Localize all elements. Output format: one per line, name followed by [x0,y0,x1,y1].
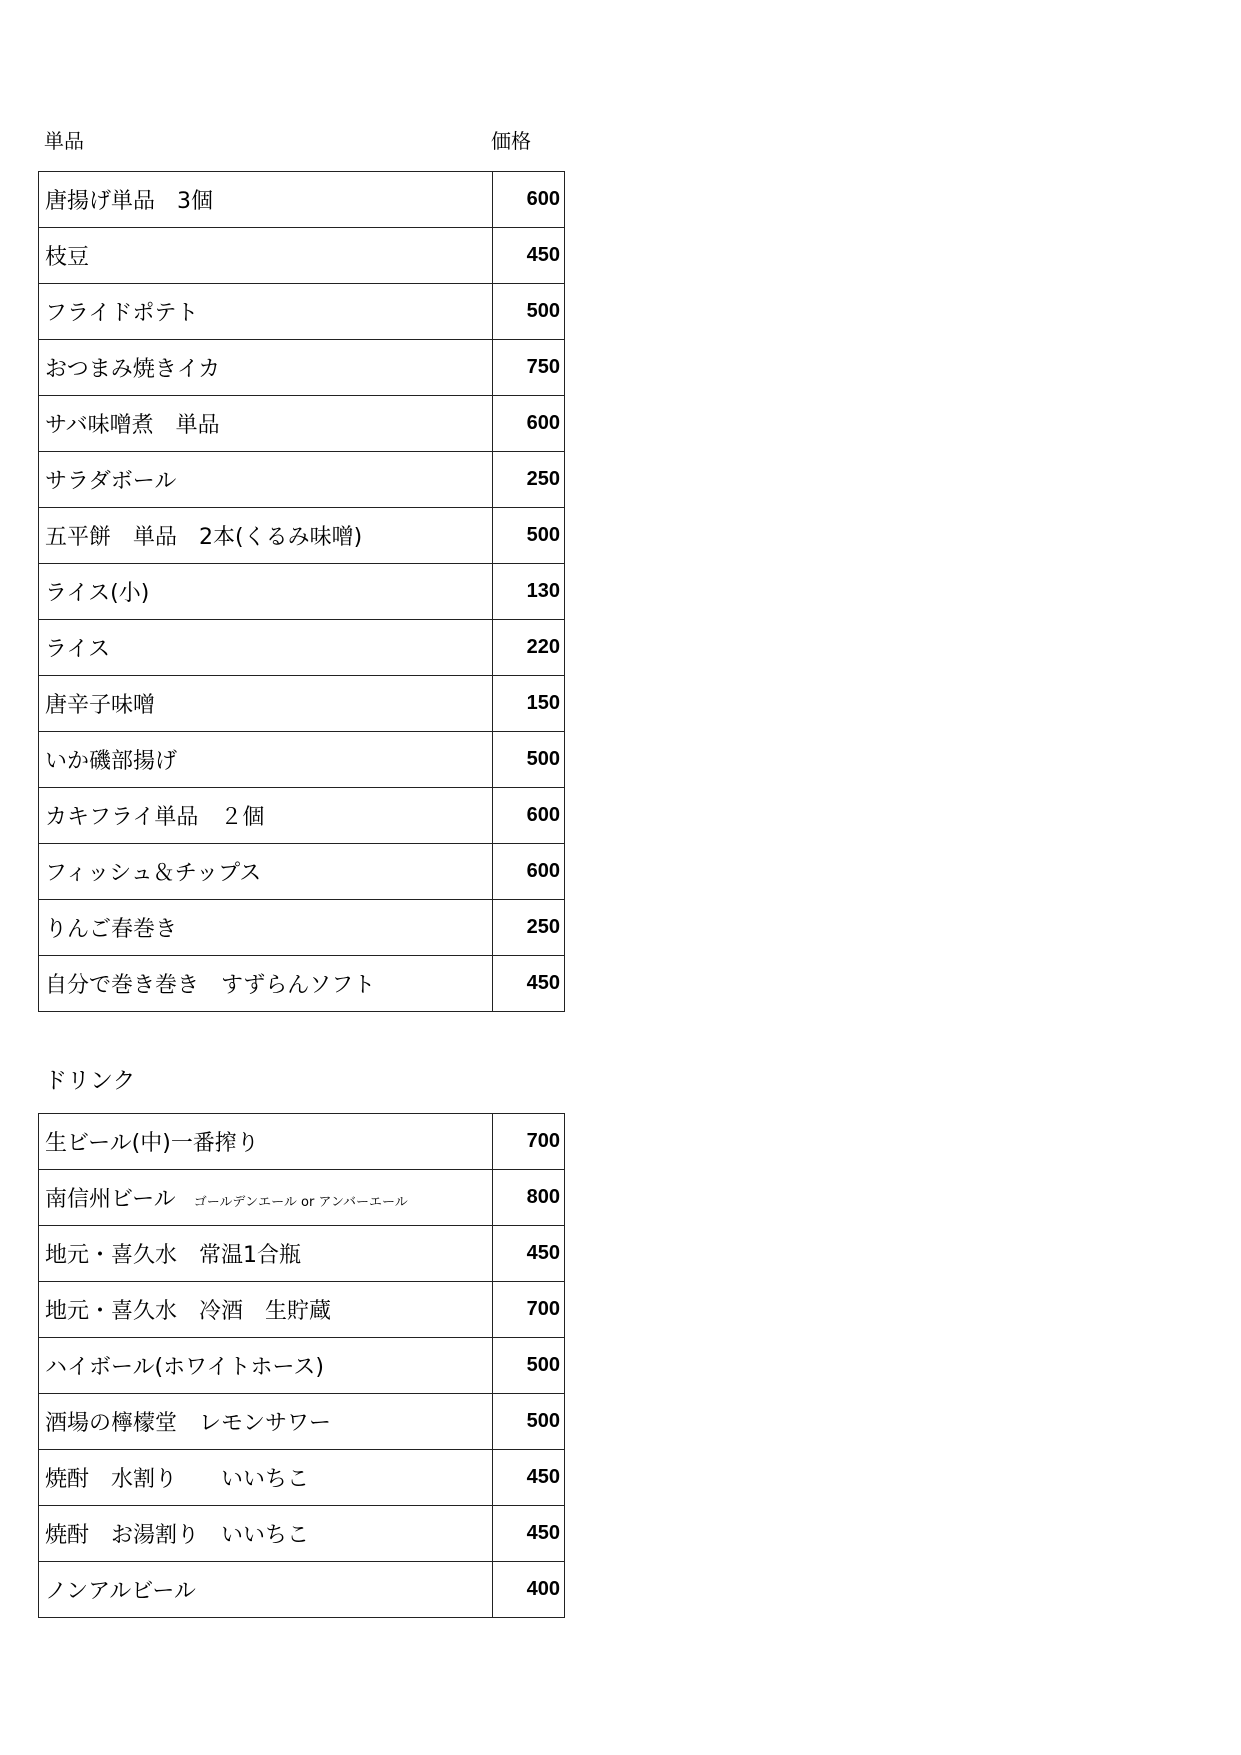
table-row [39,900,565,956]
table-row [39,732,565,788]
item-name: 焼酎 お湯割り いいちこ [45,1523,310,1548]
item-price: 400 [493,1562,565,1618]
item-price: 700 [493,1282,565,1338]
drink-name-cell [39,1170,493,1226]
item-name: フィッシュ＆チップス [39,844,493,900]
item-name: サバ味噌煮 単品 [39,396,493,452]
item-name: 南信州ビール [45,1187,176,1212]
item-note: ゴールデンエール or アンバーエール [193,1195,408,1210]
single-items-table [38,171,565,1012]
drink-name-cell [39,1282,493,1338]
drink-name-cell [39,1338,493,1394]
item-name: 生ビール(中)一番搾り [45,1131,259,1156]
item-name: 枝豆 [39,228,493,284]
table-row [39,788,565,844]
drink-name-cell [39,1450,493,1506]
item-name: 地元・喜久水 常温1合瓶 [45,1243,301,1268]
table-row [39,564,565,620]
table-row [39,1562,565,1618]
item-price: 500 [493,1338,565,1394]
table-row [39,676,565,732]
table-row [39,1338,565,1394]
table-row [39,452,565,508]
item-price: 450 [493,228,565,284]
table-row [39,1282,565,1338]
item-price: 150 [493,676,565,732]
table-row [39,1226,565,1282]
item-price: 450 [493,956,565,1012]
table-row [39,1450,565,1506]
drink-name-cell [39,1226,493,1282]
item-price: 500 [493,1394,565,1450]
table-row [39,620,565,676]
item-price: 600 [493,844,565,900]
item-price: 700 [493,1114,565,1170]
item-price: 450 [493,1506,565,1562]
table-row [39,1114,565,1170]
item-price: 130 [493,564,565,620]
table-row [39,956,565,1012]
item-name: ライス [39,620,493,676]
item-price: 500 [493,732,565,788]
item-price: 750 [493,340,565,396]
item-price: 220 [493,620,565,676]
item-name: ハイボール(ホワイトホース) [45,1355,324,1380]
table-row [39,172,565,228]
drink-heading: ドリンク [44,1068,136,1094]
item-name: 焼酎 水割り いいちこ [45,1467,310,1492]
item-name: いか磯部揚げ [39,732,493,788]
item-price: 500 [493,508,565,564]
item-name: 自分で巻き巻き すずらんソフト [39,956,493,1012]
item-name: おつまみ焼きイカ [39,340,493,396]
item-name: 唐揚げ単品 3個 [39,172,493,228]
item-name: ライス(小) [39,564,493,620]
item-name: りんご春巻き [39,900,493,956]
table-row [39,844,565,900]
item-price: 500 [493,284,565,340]
item-price: 450 [493,1226,565,1282]
table-row [39,284,565,340]
drink-items-table [38,1113,565,1618]
table-row [39,1170,565,1226]
item-name: 酒場の檸檬堂 レモンサワー [45,1411,332,1436]
item-price: 600 [493,396,565,452]
item-price: 600 [493,172,565,228]
item-price: 250 [493,900,565,956]
item-name: フライドポテト [39,284,493,340]
drink-name-cell [39,1114,493,1170]
item-price: 450 [493,1450,565,1506]
table-row [39,1394,565,1450]
item-name: 地元・喜久水 冷酒 生貯蔵 [45,1299,332,1324]
item-name: 五平餅 単品 2本(くるみ味噌) [39,508,493,564]
table-row [39,396,565,452]
drink-name-cell [39,1562,493,1618]
item-name: 唐辛子味噌 [39,676,493,732]
item-name: カキフライ単品 ２個 [39,788,493,844]
item-name: サラダボール [39,452,493,508]
table-row [39,228,565,284]
item-price: 250 [493,452,565,508]
drink-name-cell [39,1394,493,1450]
item-price: 800 [493,1170,565,1226]
table-row [39,508,565,564]
price-column-heading: 価格 [491,129,531,153]
item-price: 600 [493,788,565,844]
item-name: ノンアルビール [45,1579,196,1604]
table-row [39,340,565,396]
single-items-heading: 単品 [44,129,84,153]
table-row [39,1506,565,1562]
drink-name-cell [39,1506,493,1562]
